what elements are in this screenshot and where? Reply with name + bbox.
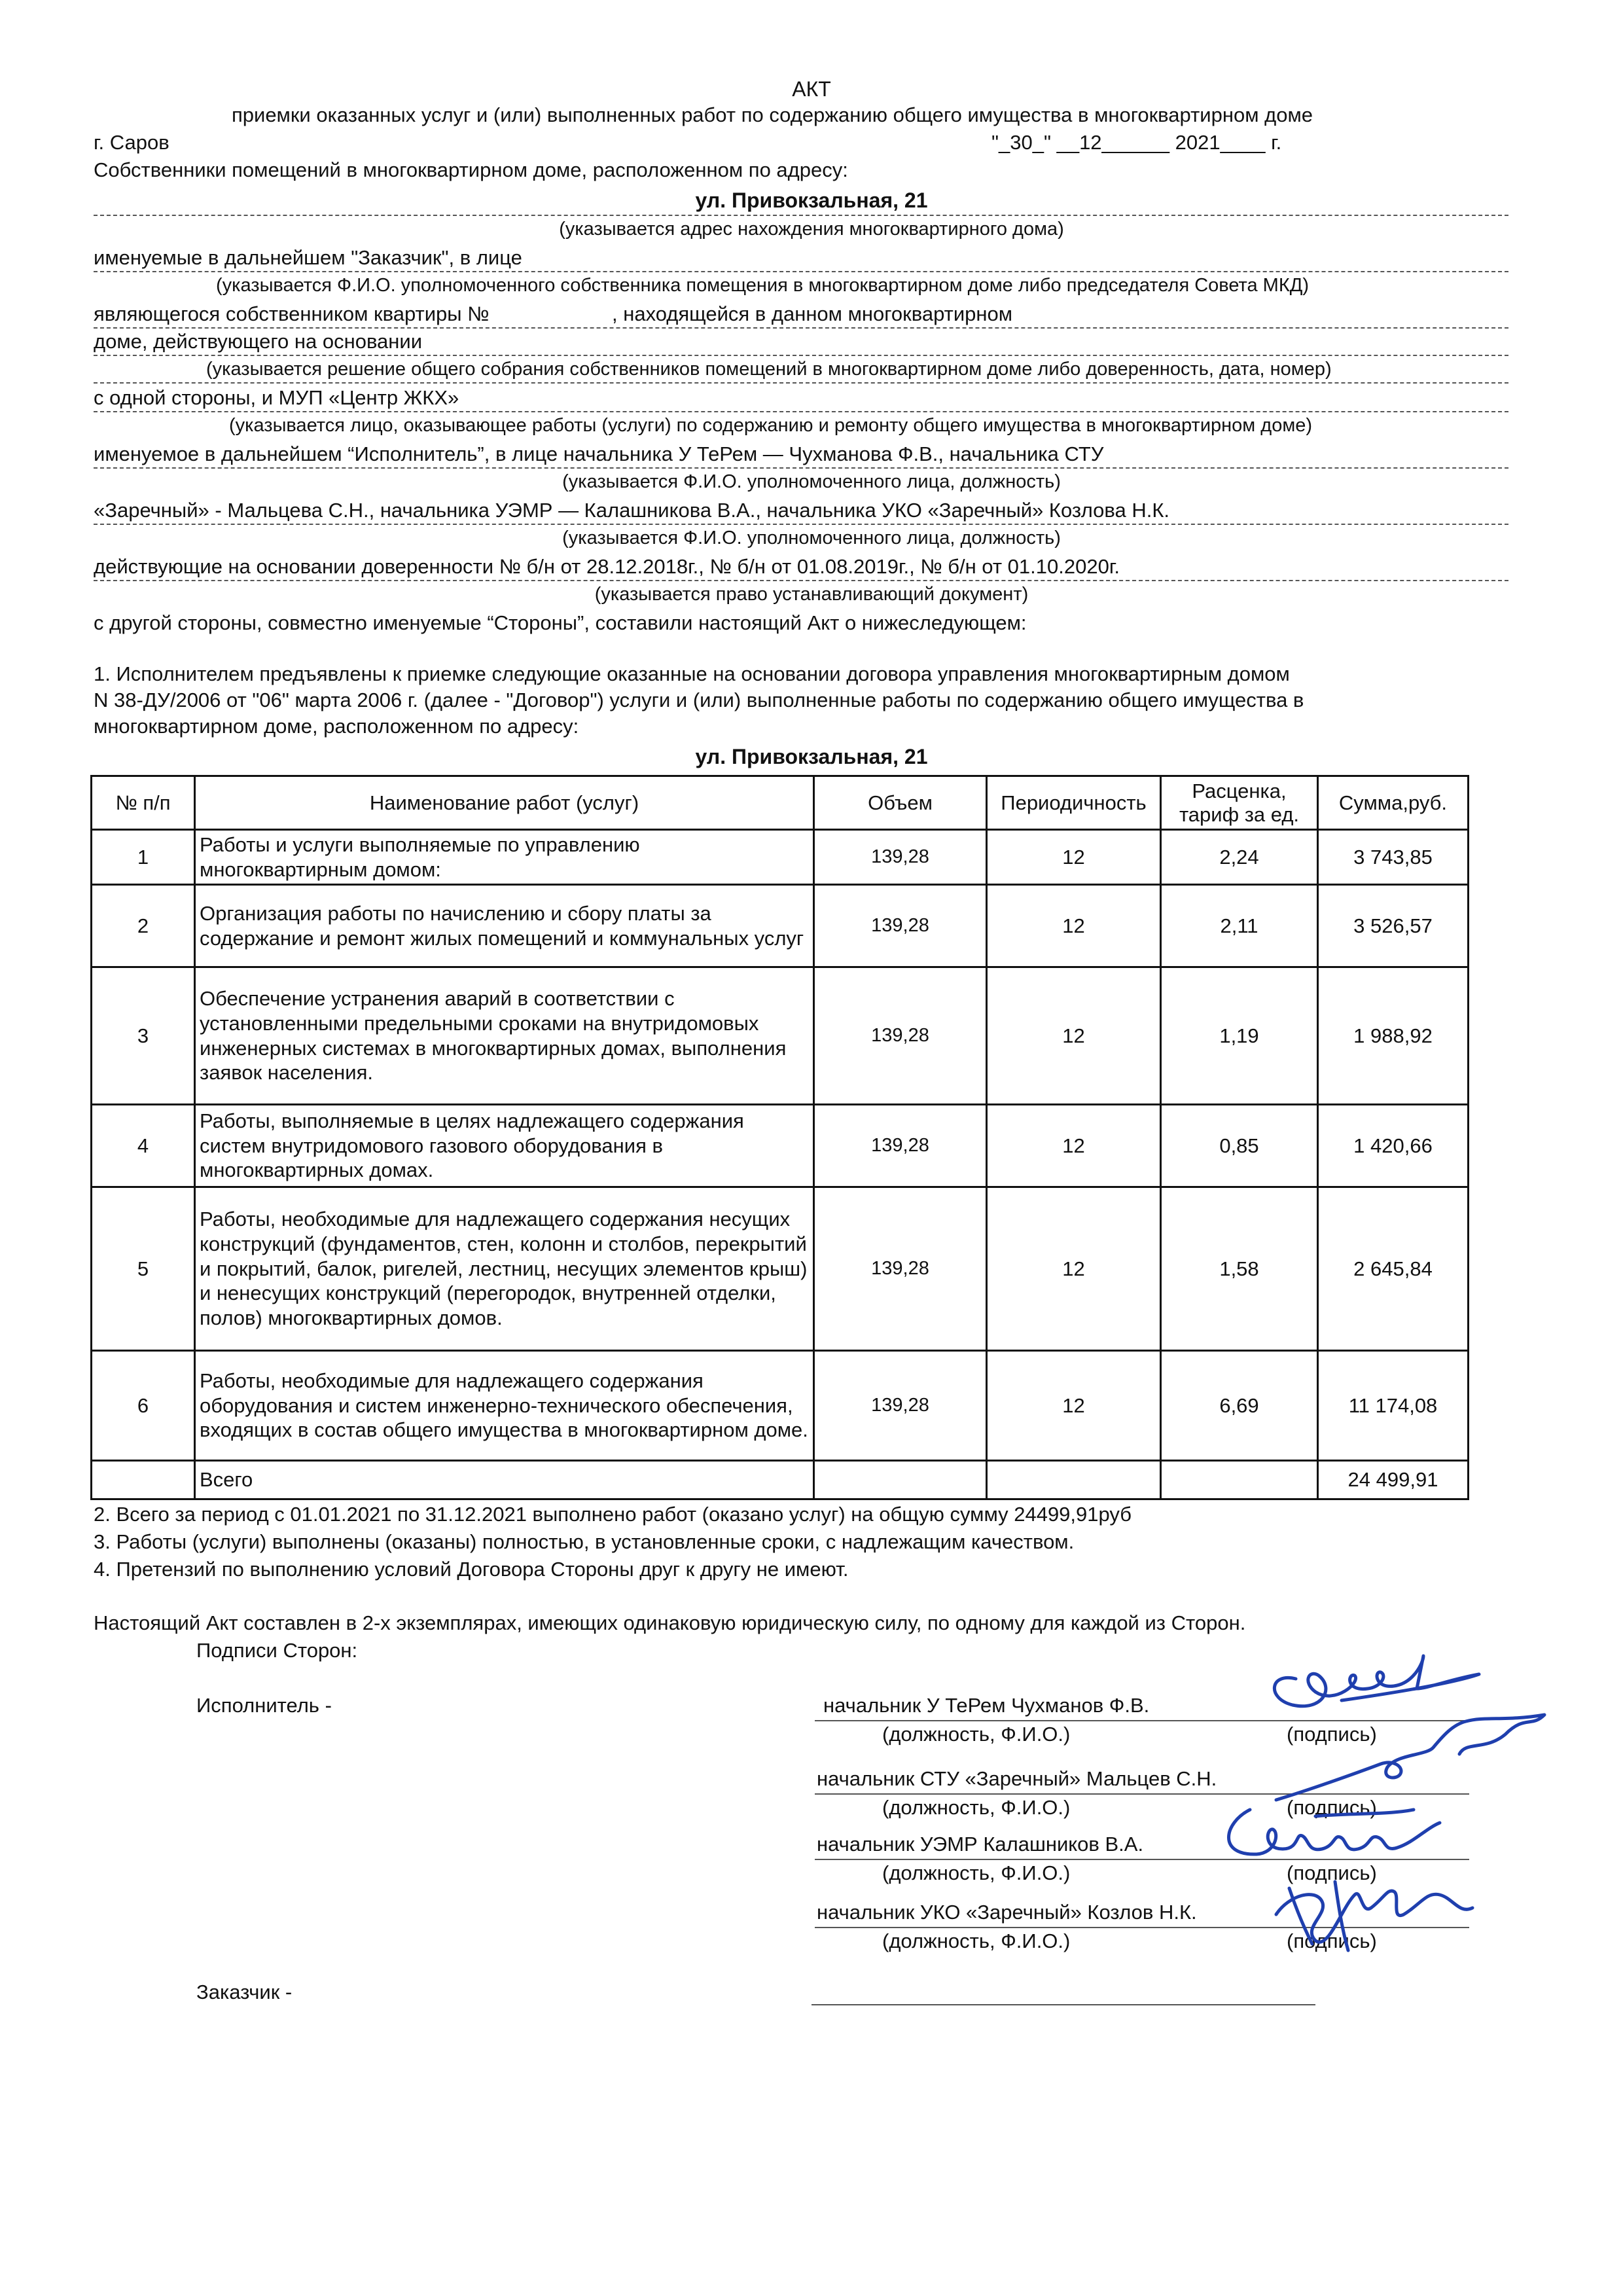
row-sum: 1 988,92 bbox=[1318, 967, 1469, 1105]
signature-4-stroke bbox=[1276, 1882, 1472, 1950]
row-sum: 11 174,08 bbox=[1318, 1351, 1469, 1461]
row-number: 6 bbox=[92, 1351, 195, 1461]
executor-label: Исполнитель - bbox=[196, 1694, 332, 1717]
table-total-row bbox=[92, 1461, 1469, 1499]
clause-1-line-2: N 38-ДУ/2006 от "06" марта 2006 г. (далее - "Договор") услуги и (или) выполненные работы по содержанию общего имущества в bbox=[94, 689, 1304, 711]
address-underline bbox=[94, 215, 1508, 216]
row-rate: 0,85 bbox=[1161, 1105, 1318, 1187]
customer-label: Заказчик - bbox=[196, 1981, 293, 2003]
owners-line: Собственники помещений в многоквартирном доме, расположенном по адресу: bbox=[94, 158, 848, 181]
header-name: Наименование работ (услуг) bbox=[195, 776, 814, 830]
row-volume: 139,28 bbox=[814, 830, 987, 885]
table-header-row bbox=[92, 776, 1469, 830]
row-number: 5 bbox=[92, 1187, 195, 1351]
owner-line-right: , находящейся в данном многоквартирном bbox=[612, 302, 1013, 325]
customer-line: именуемые в дальнейшем "Заказчик", в лице bbox=[94, 246, 522, 269]
signer-4-position-hint: (должность, Ф.И.О.) bbox=[882, 1929, 1071, 1952]
table-row bbox=[92, 885, 1469, 967]
signature-1-stroke bbox=[1274, 1656, 1479, 1706]
signature-4-image bbox=[1263, 1869, 1486, 1954]
signer-3-position-hint: (должность, Ф.И.О.) bbox=[882, 1861, 1071, 1884]
clause-1-line-3: многоквартирном доме, расположенном по адресу: bbox=[94, 715, 579, 738]
row-rate: 1,19 bbox=[1161, 967, 1318, 1105]
signer-2-name: начальник СТУ «Заречный» Мальцев С.Н. bbox=[817, 1767, 1217, 1790]
signer-2-position-hint: (должность, Ф.И.О.) bbox=[882, 1796, 1071, 1819]
row-name: Организация работы по начислению и сбору платы за содержание и ремонт жилых помещений и коммунальных услуг bbox=[195, 885, 814, 967]
customer-signature-line bbox=[812, 2004, 1315, 2005]
row-volume: 139,28 bbox=[814, 1187, 987, 1351]
signer-3-name: начальник УЭМР Калашников В.А. bbox=[817, 1833, 1144, 1856]
signature-3-stroke bbox=[1229, 1810, 1440, 1854]
table-address: ул. Привокзальная, 21 bbox=[695, 745, 928, 768]
row-volume: 139,28 bbox=[814, 967, 987, 1105]
row-period: 12 bbox=[987, 830, 1161, 885]
header-number: № п/п bbox=[92, 776, 195, 830]
customer-underline bbox=[94, 271, 1508, 272]
house-hint-underline bbox=[94, 382, 1508, 384]
row-sum: 1 420,66 bbox=[1318, 1105, 1469, 1187]
row-name: Обеспечение устранения аварий в соответствии с установленными предельными сроками на внутридомовых инженерных системах в многоквартирных домах, выполнения заявок населения. bbox=[195, 967, 814, 1105]
row-name: Работы и услуги выполняемые по управлению многоквартирным домом: bbox=[195, 830, 814, 885]
row-number: 3 bbox=[92, 967, 195, 1105]
row-period: 12 bbox=[987, 1187, 1161, 1351]
row-name: Работы, необходимые для надлежащего содержания несущих конструкций (фундаментов, стен, колонн и столбов, перекрытий и покрытий, балок, ригелей, лестниц, несущих элементов крыш) и ненесущих конструкций (перегородок, внутренней отделки, полов) многоквартирных домов. bbox=[195, 1187, 814, 1351]
row-rate: 2,24 bbox=[1161, 830, 1318, 885]
executor-line: именуемое в дальнейшем “Исполнитель”, в лице начальника У ТеРем — Чухманова Ф.В., начальника СТУ bbox=[94, 442, 1104, 465]
address-hint: (указывается адрес нахождения многоквартирного дома) bbox=[559, 219, 1064, 240]
table-row bbox=[92, 967, 1469, 1105]
clause-3: 3. Работы (услуги) выполнены (оказаны) полностью, в установленные сроки, с надлежащим качеством. bbox=[94, 1530, 1075, 1553]
signature-2-stroke bbox=[1276, 1715, 1544, 1800]
executor-hint-2: (указывается Ф.И.О. уполномоченного лица, должность) bbox=[562, 528, 1061, 548]
row-rate: 2,11 bbox=[1161, 885, 1318, 967]
row-name: Работы, выполняемые в целях надлежащего содержания систем внутридомового газового оборудования в многоквартирных домах. bbox=[195, 1105, 814, 1187]
act-date: "_30_" __12______ 2021____ г. bbox=[991, 131, 1282, 154]
clause-1-line-1: 1. Исполнителем предъявлены к приемке следующие оказанные на основании договора управления многоквартирным домом bbox=[94, 662, 1290, 685]
header-volume: Объем bbox=[814, 776, 987, 830]
row-sum: 3 526,57 bbox=[1318, 885, 1469, 967]
act-title: АКТ bbox=[792, 77, 831, 101]
row-volume: 139,28 bbox=[814, 1105, 987, 1187]
executor-line-2: «Заречный» - Мальцева С.Н., начальника УЭМР — Калашникова В.А., начальника УКО «Заречный» Козлова Н.К. bbox=[94, 499, 1170, 522]
signer-1-position-hint: (должность, Ф.И.О.) bbox=[882, 1723, 1071, 1746]
signer-4-name: начальник УКО «Заречный» Козлов Н.К. bbox=[817, 1901, 1197, 1924]
header-rate: Расценка, тариф за ед. bbox=[1161, 776, 1318, 830]
executor-underline bbox=[94, 467, 1508, 469]
owner-line-left: являющегося собственником квартиры № bbox=[94, 302, 490, 325]
row-number: 1 bbox=[92, 830, 195, 885]
executor-underline-2 bbox=[94, 524, 1508, 525]
total-label: Всего bbox=[195, 1461, 814, 1499]
table-row bbox=[92, 830, 1469, 885]
act-subtitle: приемки оказанных услуг и (или) выполненных работ по содержанию общего имущества в многоквартирном доме bbox=[231, 103, 1313, 126]
row-name: Работы, необходимые для надлежащего содержания оборудования и систем инженерно-технического обеспечения, входящих в состав общего имущества в многоквартирном доме. bbox=[195, 1351, 814, 1461]
row-sum: 2 645,84 bbox=[1318, 1187, 1469, 1351]
signature-3-image bbox=[1217, 1797, 1466, 1869]
house-hint: (указывается решение общего собрания собственников помещений в многоквартирном доме либо доверенность, дата, номер) bbox=[206, 359, 1332, 380]
basis-line: действующие на основании доверенности № б/н от 28.12.2018г., № б/н от 01.08.2019г., № б/н от 01.10.2020г. bbox=[94, 555, 1120, 578]
other-side-line: с другой стороны, совместно именуемые “Стороны”, составили настоящий Акт о нижеследующем: bbox=[94, 611, 1027, 634]
header-period: Периодичность bbox=[987, 776, 1161, 830]
city: г. Саров bbox=[94, 131, 169, 154]
row-number: 2 bbox=[92, 885, 195, 967]
row-volume: 139,28 bbox=[814, 885, 987, 967]
table-row bbox=[92, 1351, 1469, 1461]
clause-4: 4. Претензий по выполнению условий Договора Стороны друг к другу не имеют. bbox=[94, 1558, 849, 1581]
row-sum: 3 743,85 bbox=[1318, 830, 1469, 885]
one-side-underline bbox=[94, 411, 1508, 412]
header-sum: Сумма,руб. bbox=[1318, 776, 1469, 830]
row-period: 12 bbox=[987, 1105, 1161, 1187]
clause-2: 2. Всего за период с 01.01.2021 по 31.12.2021 выполнено работ (оказано услуг) на общую сумму 24499,91руб bbox=[94, 1503, 1132, 1526]
works-table bbox=[90, 775, 1469, 1500]
row-period: 12 bbox=[987, 885, 1161, 967]
house-underline bbox=[94, 355, 1508, 356]
signer-4-signature-hint: (подпись) bbox=[1287, 1929, 1377, 1952]
one-side-line: с одной стороны, и МУП «Центр ЖКХ» bbox=[94, 386, 459, 409]
row-period: 12 bbox=[987, 1351, 1161, 1461]
one-side-hint: (указывается лицо, оказывающее работы (услуги) по содержанию и ремонту общего имущества в многоквартирном доме) bbox=[229, 415, 1313, 436]
owner-underline bbox=[94, 327, 1508, 329]
house-line: доме, действующего на основании bbox=[94, 330, 423, 353]
signer-1-name: начальник У ТеРем Чухманов Ф.В. bbox=[823, 1694, 1150, 1717]
signer-3-signature-hint: (подпись) bbox=[1287, 1861, 1377, 1884]
executor-hint: (указывается Ф.И.О. уполномоченного лица, должность) bbox=[562, 471, 1061, 492]
row-rate: 6,69 bbox=[1161, 1351, 1318, 1461]
address: ул. Привокзальная, 21 bbox=[695, 188, 928, 212]
customer-hint: (указывается Ф.И.О. уполномоченного собственника помещения в многоквартирном доме либо председателя Совета МКД) bbox=[216, 275, 1310, 296]
row-number: 4 bbox=[92, 1105, 195, 1187]
copies-line: Настоящий Акт составлен в 2-х экземплярах, имеющих одинаковую юридическую силу, по одному для каждой из Сторон. bbox=[94, 1611, 1246, 1634]
signer-1-signature-hint: (подпись) bbox=[1287, 1723, 1377, 1746]
signatures-title: Подписи Сторон: bbox=[196, 1639, 358, 1662]
row-volume: 139,28 bbox=[814, 1351, 987, 1461]
table-row bbox=[92, 1105, 1469, 1187]
table-row bbox=[92, 1187, 1469, 1351]
total-sum: 24 499,91 bbox=[1318, 1461, 1469, 1499]
row-period: 12 bbox=[987, 967, 1161, 1105]
basis-underline bbox=[94, 580, 1508, 581]
signer-2-signature-hint: (подпись) bbox=[1287, 1796, 1377, 1819]
basis-hint: (указывается право устанавливающий документ) bbox=[594, 584, 1029, 605]
row-rate: 1,58 bbox=[1161, 1187, 1318, 1351]
